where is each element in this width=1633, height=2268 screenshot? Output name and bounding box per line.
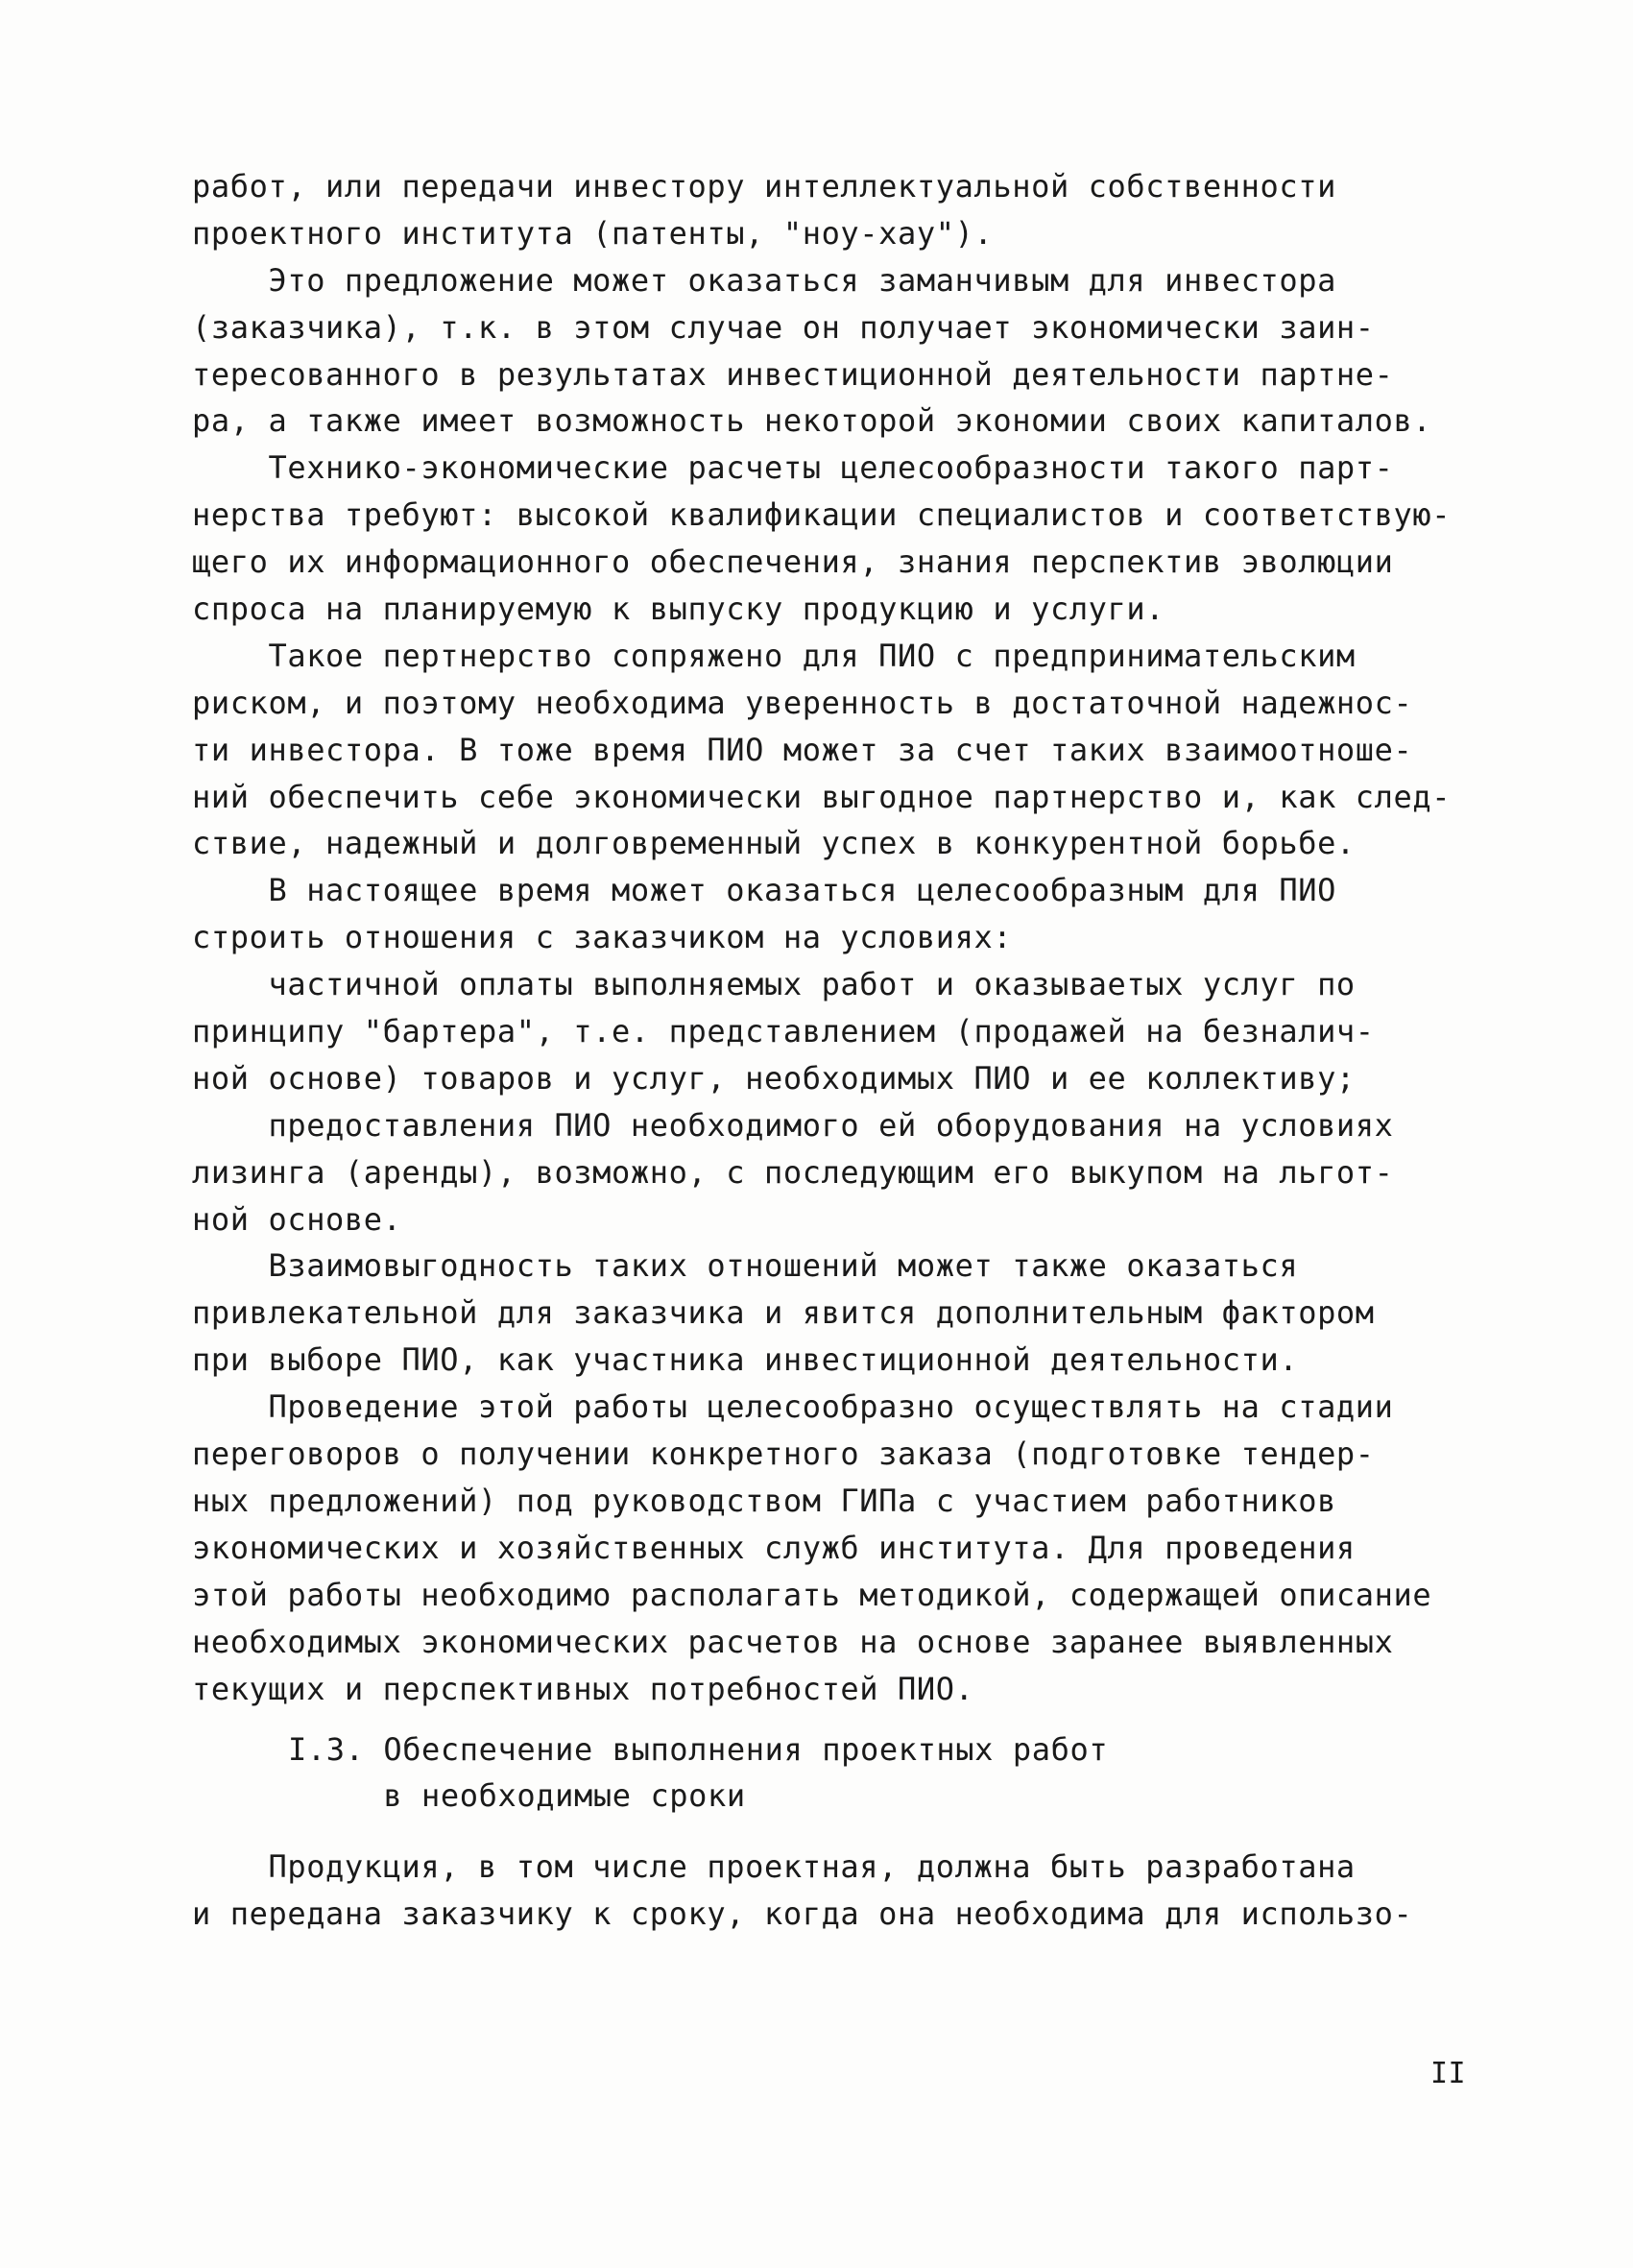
text-line: В настоящее время может оказаться целесообразным для ПИО <box>192 872 1336 909</box>
text-line: принципу "бартера", т.е. представлением (продажей на безналич- <box>192 1013 1375 1050</box>
page-number: II <box>1430 2057 1466 2090</box>
text-line: тересованного в результатах инвестиционной деятельности партне- <box>192 355 1394 393</box>
section-heading-line: I.3. Обеспечение выполнения проектных работ <box>288 1731 1109 1768</box>
text-line: при выборе ПИО, как участника инвестиционной деятельности. <box>192 1341 1299 1379</box>
text-line: лизинга (аренды), возможно, с последующим его выкупом на льгот- <box>192 1153 1394 1191</box>
section-heading-line: в необходимые сроки <box>288 1777 746 1814</box>
text-line: привлекательной для заказчика и явится дополнительным фактором <box>192 1294 1375 1332</box>
text-line: (заказчика), т.к. в этом случае он получает экономически заин- <box>192 308 1375 346</box>
text-line: Взаимовыгодность таких отношений может также оказаться <box>192 1247 1299 1285</box>
text-line: переговоров о получении конкретного заказа (подготовке тендер- <box>192 1436 1375 1473</box>
text-line: риском, и поэтому необходима уверенность в достаточной надежнос- <box>192 684 1413 721</box>
text-line: Продукция, в том числе проектная, должна быть разработана <box>192 1848 1356 1885</box>
text-line: Проведение этой работы целесообразно осуществлять на стадии <box>192 1388 1394 1426</box>
body-text-continued <box>192 1844 1478 1938</box>
text-line: необходимых экономических расчетов на основе заранее выявленных <box>192 1623 1394 1660</box>
text-line: предоставления ПИО необходимого ей оборудования на условиях <box>192 1106 1394 1144</box>
text-line: экономических и хозяйственных служб института. Для проведения <box>192 1529 1356 1566</box>
text-line: нерства требуют: высокой квалификации специалистов и соответствую- <box>192 496 1452 534</box>
text-line: ствие, надежный и долговременный успех в конкурентной борьбе. <box>192 825 1356 862</box>
text-line: проектного института (патенты, "ноу-хау"). <box>192 214 994 252</box>
text-line: строить отношения с заказчиком на условиях: <box>192 919 1013 956</box>
text-line: Такое пертнерство сопряжено для ПИО с предпринимательским <box>192 637 1356 674</box>
body-text <box>192 163 1478 1712</box>
text-line: щего их информационного обеспечения, знания перспектив эволюции <box>192 543 1394 581</box>
text-line: работ, или передачи инвестору интеллектуальной собственности <box>192 168 1336 205</box>
text-line: ра, а также имеет возможность некоторой экономии своих капиталов. <box>192 402 1432 440</box>
text-line: ний обеспечить себе экономически выгодное партнерство и, как след- <box>192 778 1452 815</box>
text-line: текущих и перспективных потребностей ПИО. <box>192 1670 974 1707</box>
text-line: Технико-экономические расчеты целесообразности такого парт- <box>192 449 1394 487</box>
text-line: Это предложение может оказаться заманчивым для инвестора <box>192 261 1336 299</box>
text-line: и передана заказчику к сроку, когда она необходима для использо- <box>192 1894 1413 1932</box>
text-line: ти инвестора. В тоже время ПИО может за счет таких взаимоотноше- <box>192 731 1413 768</box>
text-line: этой работы необходимо располагать методикой, содержащей описание <box>192 1576 1432 1613</box>
text-line: ных предложений) под руководством ГИПа с участием работников <box>192 1482 1336 1519</box>
text-line: спроса на планируемую к выпуску продукцию и услуги. <box>192 591 1165 628</box>
text-line: частичной оплаты выполняемых работ и оказываетых услуг по <box>192 966 1356 1003</box>
section-heading <box>288 1726 1344 1819</box>
text-line: ной основе) товаров и услуг, необходимых ПИО и ее коллективу; <box>192 1059 1356 1097</box>
text-line: ной основе. <box>192 1200 402 1238</box>
